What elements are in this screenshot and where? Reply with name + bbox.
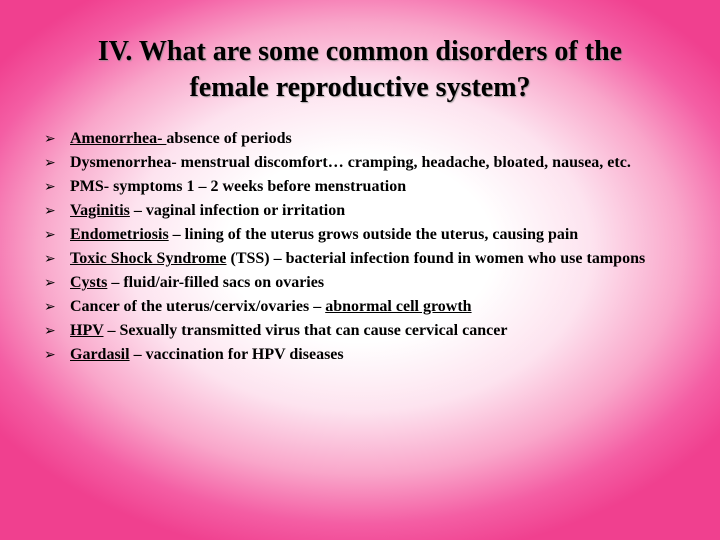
list-item-hpv [44,321,684,341]
list-item-cancer [44,297,684,317]
desc-amenorrhea: absence of periods [166,130,292,147]
desc-hpv: – Sexually transmitted virus that can cause cervical cancer [103,322,508,339]
desc-vaginitis: – vaginal infection or irritation [129,202,346,219]
arrow-bullet-icon: ➢ [44,251,56,267]
desc-cancer: Cancer of the uterus/cervix/ovaries – [70,298,326,315]
arrow-bullet-icon: ➢ [44,203,56,219]
desc-pms: PMS- symptoms 1 – 2 weeks before menstruation [70,178,407,195]
slide-title [40,34,680,106]
list-item-endometriosis [44,225,684,245]
desc-gardasil: – vaccination for HPV diseases [129,346,344,363]
term-gardasil: Gardasil [70,346,130,363]
term-abnormal-cell-growth: abnormal cell growth [325,298,472,315]
list-item-tss [44,249,684,269]
desc-cysts: – fluid/air-filled sacs on ovaries [107,274,325,291]
list-item-gardasil [44,345,684,365]
arrow-bullet-icon: ➢ [44,155,56,171]
list-item-amenorrhea [44,129,684,149]
title-line-2: female reproductive system? [189,72,531,103]
term-endometriosis: Endometriosis [70,226,169,243]
arrow-bullet-icon: ➢ [44,347,56,363]
title-line-1: IV. What are some common disorders of the [97,36,623,67]
list-item-cysts [44,273,684,293]
term-tss: Toxic Shock Syndrome [70,250,227,267]
arrow-bullet-icon: ➢ [44,179,56,195]
term-vaginitis: Vaginitis [70,202,130,219]
list-item-pms [44,177,684,197]
term-cysts: Cysts [70,274,108,291]
arrow-bullet-icon: ➢ [44,275,56,291]
arrow-bullet-icon: ➢ [44,299,56,315]
arrow-bullet-icon: ➢ [44,323,56,339]
desc-tss: (TSS) – bacterial infection found in women who use tampons [226,250,646,267]
list-item-dysmenorrhea [44,153,684,173]
desc-endometriosis: – lining of the uterus grows outside the uterus, causing pain [168,226,579,243]
arrow-bullet-icon: ➢ [44,131,56,147]
term-hpv: HPV [70,322,104,339]
disorder-list [44,129,684,369]
list-item-vaginitis [44,201,684,221]
arrow-bullet-icon: ➢ [44,227,56,243]
desc-dysmenorrhea: Dysmenorrhea- menstrual discomfort… cramping, headache, bloated, nausea, etc. [70,154,631,171]
term-amenorrhea: Amenorrhea- [70,130,167,147]
